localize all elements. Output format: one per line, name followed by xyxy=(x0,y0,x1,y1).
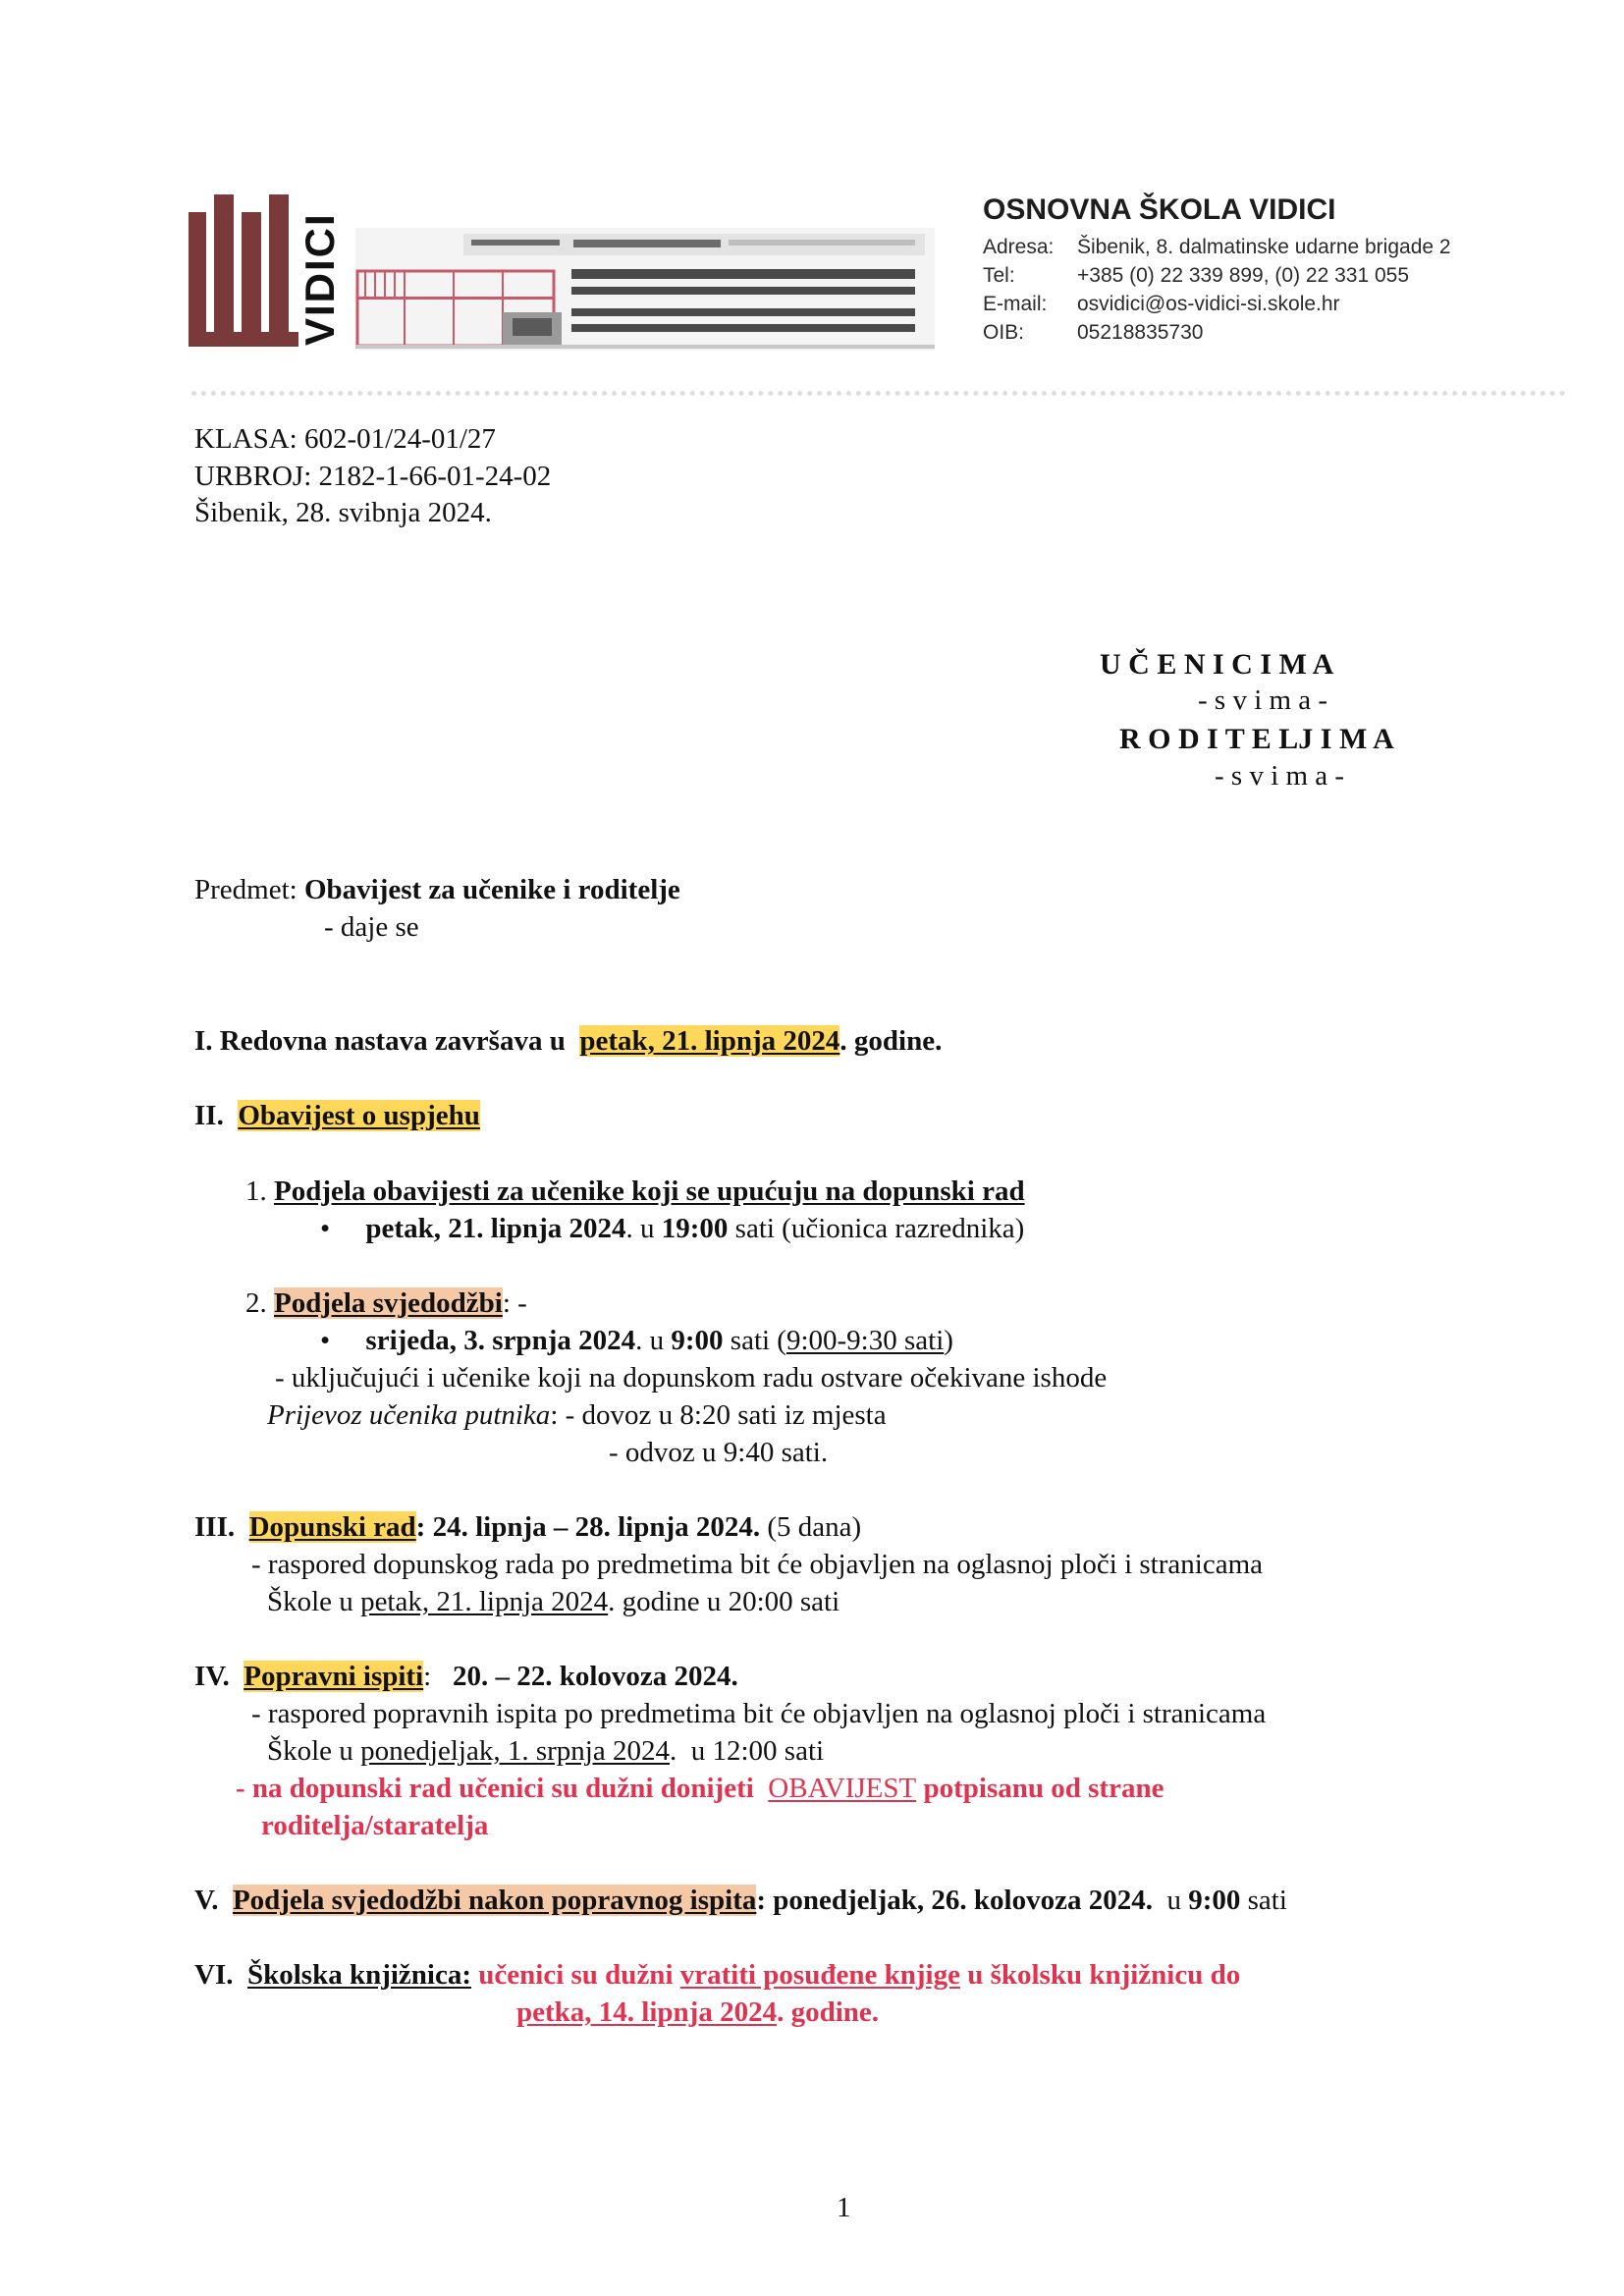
email-label: E-mail: xyxy=(983,293,1048,315)
item-2-date: srijeda, 3. srpnja 2024 xyxy=(365,1325,636,1356)
section-1-tail: . godine. xyxy=(839,1025,943,1057)
section-4-l2-date: ponedjeljak, 1. srpnja 2024 xyxy=(360,1735,670,1767)
item-2-time: 9:00 xyxy=(671,1325,724,1356)
item-2-num: 2. xyxy=(245,1287,267,1319)
subject-title: Obavijest za učenike i roditelje xyxy=(303,874,680,905)
section-2-item-1 xyxy=(245,1173,1025,1210)
oib-label: OIB: xyxy=(983,321,1025,344)
section-5-sati: sati xyxy=(1240,1885,1287,1916)
section-6-line-2 xyxy=(516,1994,879,2031)
item-2-title: Podjela svjedodžbi xyxy=(274,1287,503,1319)
section-4-pre: : xyxy=(423,1661,453,1692)
item-1-num: 1. xyxy=(245,1175,267,1207)
date-line: Šibenik, 28. svibnja 2024. xyxy=(194,497,492,528)
recipient-parents-all: - s v i m a - xyxy=(1215,760,1345,792)
recipient-students-all: - s v i m a - xyxy=(1198,684,1328,716)
section-5-num: V. xyxy=(194,1885,219,1916)
section-3-line-1: - raspored dopunskog rada po predmetima bit će objavljen na oglasnoj ploči i stranicama xyxy=(251,1549,1263,1580)
section-4-red-tail: potpisanu od strane xyxy=(916,1773,1164,1804)
section-4-line-2 xyxy=(267,1732,824,1770)
section-6-red-tail: u školsku knjižnicu do xyxy=(959,1959,1241,1991)
section-3-date: petak, 21. lipnja 2024 xyxy=(360,1586,609,1617)
item-2-sati: sati ( xyxy=(723,1325,786,1356)
section-4-l2-pre: Škole u xyxy=(267,1735,361,1767)
transport-line-2: - odvoz u 9:40 sati. xyxy=(609,1437,829,1468)
logo-text: VIDICI xyxy=(297,212,343,346)
section-6-red-link: vratiti posuđene knjige xyxy=(679,1959,960,1991)
klasa-line: KLASA: 602-01/24-01/27 xyxy=(194,423,496,455)
subject-sub: - daje se xyxy=(324,911,419,943)
header-divider xyxy=(191,391,1566,396)
recipient-parents: R O D I T E LJ I M A xyxy=(1119,723,1394,755)
section-5-time: 9:00 xyxy=(1188,1885,1241,1916)
section-6 xyxy=(194,1956,1240,1994)
section-4-heading xyxy=(194,1658,738,1695)
section-5-time-pre: u xyxy=(1152,1885,1189,1916)
item-2-bullet xyxy=(320,1322,953,1359)
section-3-days: (5 dana) xyxy=(760,1511,862,1543)
item-2-range: 9:00-9:30 sati xyxy=(785,1325,945,1356)
section-3-title: Dopunski rad xyxy=(248,1511,416,1543)
item-2-after: : - xyxy=(502,1287,527,1319)
transport-arrival: : - dovoz u 8:20 sati iz mjesta xyxy=(550,1399,887,1431)
section-4-red-notice: OBAVIJEST xyxy=(768,1773,917,1804)
section-2-num: II. xyxy=(194,1100,224,1131)
bullet-icon: • xyxy=(320,1213,331,1244)
section-4-line-1: - raspored popravnih ispita po predmetima bit će objavljen na oglasnoj ploči i stranicama xyxy=(251,1698,1267,1729)
tel-label: Tel: xyxy=(983,264,1015,287)
item-2-mid: . u xyxy=(635,1325,672,1356)
email-value: osvidici@os-vidici-si.skole.hr xyxy=(1077,293,1340,315)
section-6-date: petka, 14. lipnja 2024 xyxy=(516,1996,778,2028)
section-6-title: Školska knjižnica: xyxy=(246,1959,472,1991)
oib-value: 05218835730 xyxy=(1077,321,1204,344)
recipient-students: U Č E N I C I M A xyxy=(1100,648,1334,681)
section-2-title: Obavijest o uspjehu xyxy=(238,1100,480,1131)
section-3-heading xyxy=(194,1508,861,1546)
address-value: Šibenik, 8. dalmatinske udarne brigade 2 xyxy=(1077,236,1451,258)
section-4-title: Popravni ispiti xyxy=(244,1661,424,1692)
item-1-date: petak, 21. lipnja 2024 xyxy=(365,1213,626,1244)
section-3-tail: . godine u 20:00 sati xyxy=(608,1586,840,1617)
section-4-dates: 20. – 22. kolovoza 2024. xyxy=(452,1661,738,1692)
address-label: Adresa: xyxy=(983,236,1055,258)
section-1-text: I. Redovna nastava završava u xyxy=(194,1025,566,1057)
section-5-title: Podjela svjedodžbi nakon popravnog ispita xyxy=(232,1885,757,1916)
section-1-date: petak, 21. lipnja 2024 xyxy=(579,1025,840,1057)
section-6-num: VI. xyxy=(194,1959,234,1991)
section-3-line-2 xyxy=(267,1583,839,1620)
item-2-including: - uključujući i učenike koji na dopunskom radu ostvare očekivane ishode xyxy=(275,1362,1108,1394)
transport-label: Prijevoz učenika putnika xyxy=(267,1399,551,1431)
section-6-tail: . godine. xyxy=(777,1996,880,2028)
section-6-red-pre: učenici su dužni xyxy=(471,1959,680,1991)
school-name: OSNOVNA ŠKOLA VIDICI xyxy=(983,193,1336,226)
item-1-mid: . u xyxy=(625,1213,662,1244)
section-4-l2-tail: . u 12:00 sati xyxy=(669,1735,825,1767)
section-4-red-line-2: roditelja/staratelja xyxy=(261,1810,489,1841)
section-4-red-line-1 xyxy=(236,1770,1164,1807)
section-4-red-pre: - na dopunski rad učenici su dužni donijeti xyxy=(236,1773,769,1804)
section-1 xyxy=(194,1022,942,1060)
section-2-heading xyxy=(194,1097,480,1134)
section-3-pre: Škole u xyxy=(267,1586,361,1617)
item-1-time: 19:00 xyxy=(661,1213,729,1244)
item-1-bullet xyxy=(320,1210,1024,1247)
section-4-num: IV. xyxy=(194,1661,230,1692)
section-2-item-2 xyxy=(245,1285,527,1322)
section-5-rest: : ponedjeljak, 26. kolovoza 2024. xyxy=(756,1885,1153,1916)
subject-line xyxy=(194,871,680,908)
page-number: 1 xyxy=(837,2192,851,2223)
item-2-close: ) xyxy=(944,1325,953,1356)
item-1-title: Podjela obavijesti za učenike koji se upućuju na dopunski rad xyxy=(274,1175,1025,1207)
section-5 xyxy=(194,1882,1287,1919)
school-building-illustration xyxy=(355,228,935,351)
section-3-num: III. xyxy=(194,1511,236,1543)
item-1-tail: sati (učionica razrednika) xyxy=(728,1213,1025,1244)
subject-label: Predmet: xyxy=(194,874,298,905)
transport-line-1 xyxy=(267,1396,887,1434)
bullet-icon: • xyxy=(320,1325,331,1356)
section-3-dates: : 24. lipnja – 28. lipnja 2024. xyxy=(415,1511,761,1543)
urbroj-line: URBROJ: 2182-1-66-01-24-02 xyxy=(194,461,552,492)
tel-value: +385 (0) 22 339 899, (0) 22 331 055 xyxy=(1077,264,1410,287)
